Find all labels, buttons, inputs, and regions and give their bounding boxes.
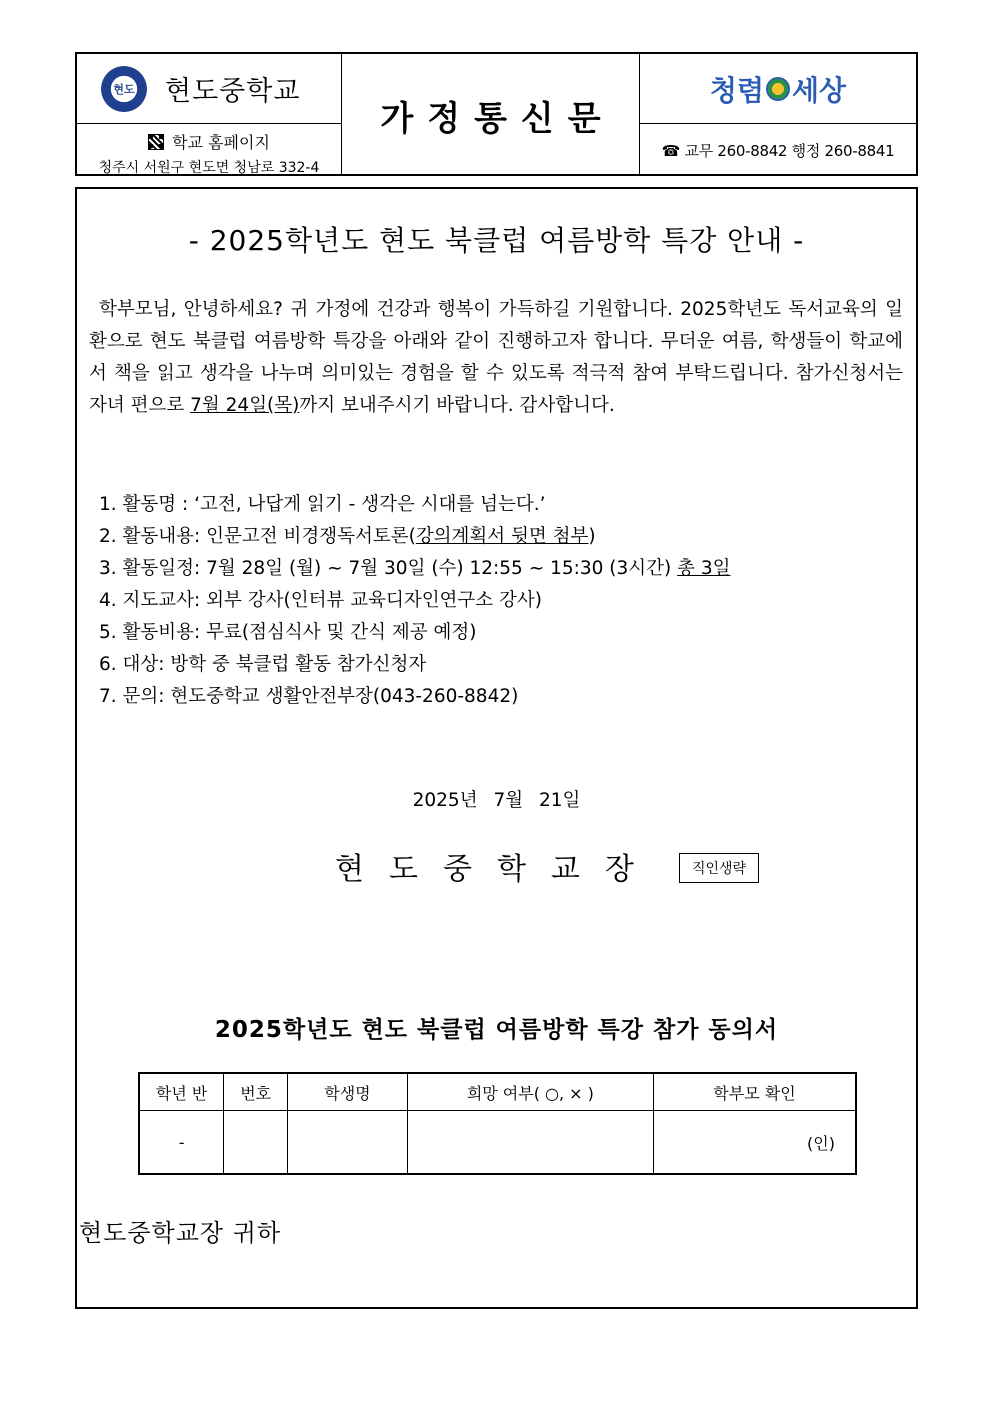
intro-text: 학부모님, 안녕하세요? 귀 가정에 건강과 행복이 가득하길 기원합니다. 2025학년도 독서교육의 일환으로 현도 북클럽 여름방학 특강을 아래와 같이 진행하고자 합니다. 무더운 여름, 학생들이 학교에서 책을 읽고 생각을 나누며 의미있는 경험을 할 수 있도록 적극적 참여 부탁드립니다. 참가신청서는 자녀 편으로 [89,299,903,416]
notice-title: - 2025학년도 현도 북클럽 여름방학 특강 안내 - [188,224,805,257]
item-emphasis: 강의계획서 뒷면 첨부 [415,526,589,547]
item-text: 6. 대상: 방학 중 북클럽 활동 참가신청자 [99,654,427,675]
notice-body [75,187,918,1309]
list-item [99,649,731,681]
item-text: 5. 활동비용: 무료(점심식사 및 간식 제공 예정) [99,622,477,643]
header-number: 번호 [224,1073,288,1111]
item-text: 2. 활동내용: 인문고전 비경쟁독서토론( [99,526,416,547]
item-text: 7. 문의: 현도중학교 생활안전부장(043-260-8842) [99,686,519,707]
issue-date: 2025년 7월 21일 [412,790,581,811]
parent-signature-cell[interactable]: (인) [653,1111,856,1175]
school-address: 청주시 서원구 현도면 청남로 332-4 [98,160,320,176]
list-item [99,521,731,553]
emblem-text: 현도 [113,82,135,96]
addressee: 현도중학교장 귀하 [79,1219,282,1247]
seal-omitted-box: 직인생략 [679,853,759,883]
integrity-logo [640,54,916,124]
phone-numbers: 교무 260-8842 행정 260-8841 [684,141,895,160]
student-name-cell[interactable] [288,1111,408,1175]
activity-list [99,489,731,713]
list-item [99,489,731,521]
choice-cell[interactable] [407,1111,653,1175]
header-table [75,52,918,176]
list-item [99,617,731,649]
table-header-row [139,1073,856,1111]
number-cell[interactable] [224,1111,288,1175]
school-cell [77,54,342,124]
item-text-after: ) [588,526,596,547]
doc-type-title: 가정통신문 [380,98,615,139]
homepage-link[interactable] [77,124,341,153]
item-text: 4. 지도교사: 외부 강사(인터뷰 교육디자인연구소 강사) [99,590,543,611]
logo-text [710,69,846,109]
header-choice: 희망 여부( ○, × ) [407,1073,653,1111]
principal-signature: 현도중학교장 [335,852,659,887]
homepage-label[interactable]: 학교 홈페이지 [172,133,270,152]
qr-code-icon[interactable] [148,134,164,150]
deadline-date: 7월 24일(목) [190,395,300,416]
logo-emblem-icon [766,77,790,101]
header-parent-confirm: 학부모 확인 [653,1073,856,1111]
school-emblem-icon [101,66,147,112]
intro-paragraph [89,294,903,422]
phone-icon: ☎ [661,141,681,160]
school-name: 현도중학교 [165,76,301,107]
logo-left-text: 청렴 [709,73,764,107]
consent-table [138,1072,857,1175]
phone-cell [640,124,916,176]
list-item [99,553,731,585]
item-text: 3. 활동일정: 7월 28일 (월) ~ 7월 30일 (수) 12:55 ~ 15:30 (3시간) [99,558,678,579]
item-emphasis: 총 3일 [677,558,731,579]
consent-title: 2025학년도 현도 북클럽 여름방학 특강 참가 동의서 [214,1017,779,1043]
doc-type-cell [342,54,640,176]
table-row [139,1111,856,1175]
item-text: 1. 활동명 : ‘고전, 나답게 읽기 - 생각은 시대를 넘는다.’ [99,494,546,515]
logo-right-text: 세상 [792,73,847,107]
list-item [99,681,731,713]
list-item [99,585,731,617]
grade-class-cell[interactable]: - [139,1111,224,1175]
header-student-name: 학생명 [288,1073,408,1111]
header-grade-class: 학년 반 [139,1073,224,1111]
homepage-cell [77,124,342,176]
intro-text-end: 까지 보내주시기 바랍니다. 감사합니다. [299,395,615,416]
phone-info [662,140,895,161]
